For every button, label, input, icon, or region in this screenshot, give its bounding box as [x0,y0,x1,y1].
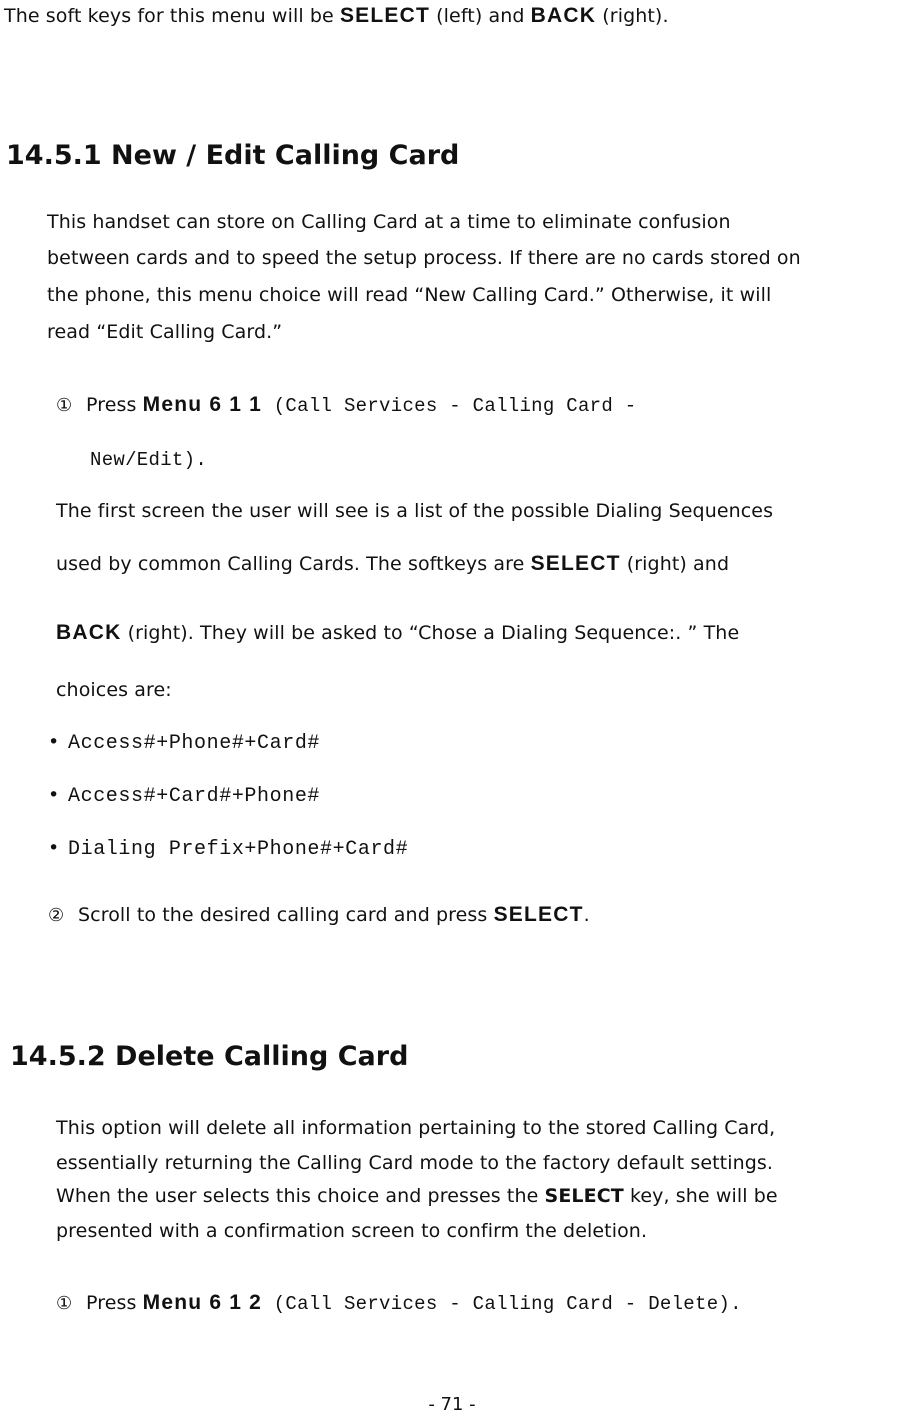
section-heading: 14.5.1 New / Edit Calling Card [6,140,460,171]
list-item [48,783,320,809]
paragraph-line: read “Edit Calling Card.” [47,321,283,343]
dialing-sequence-choice: Dialing Prefix+Phone#+Card# [68,838,409,861]
bullet-icon: • [48,837,60,859]
bullet-icon: • [48,731,60,753]
menu-key-sequence: Menu 6 1 2 [142,1291,263,1314]
select-key-label: SELECT [544,1185,624,1207]
step-line [56,1291,742,1316]
step-line [56,393,637,418]
back-key-label: BACK [530,4,597,27]
paragraph-line: This option will delete all information pertaining to the stored Calling Card, [56,1117,776,1139]
body-line: choices are: [56,679,172,701]
step-line-continued [90,447,207,472]
intro-text: (right). [596,5,669,27]
body-text: (right) and [620,553,730,575]
step-line [48,903,590,928]
intro-text: (left) and [430,5,531,27]
intro-line [4,4,669,28]
step-number-marker: ① [56,1293,73,1314]
body-text: used by common Calling Cards. The softkeys are [56,553,531,575]
menu-path-code: (Call Services - Calling Card - Delete). [262,1293,742,1315]
page-number: - 71 - [428,1394,476,1415]
step-text: . [583,904,590,926]
select-key-label: SELECT [530,552,621,575]
section-heading: 14.5.2 Delete Calling Card [10,1041,409,1072]
dialing-sequence-choice: Access#+Card#+Phone# [68,785,321,808]
body-line [56,621,739,645]
paragraph-line: between cards and to speed the setup process. If there are no cards stored on [47,247,801,269]
menu-path-code: New/Edit). [90,449,208,471]
body-line [56,552,729,576]
paragraph-line: This handset can store on Calling Card at a time to eliminate confusion [47,211,731,233]
body-line: The first screen the user will see is a list of the possible Dialing Sequences [56,500,774,522]
body-text: When the user selects this choice and presses the [56,1185,545,1207]
step-text: Scroll to the desired calling card and press [78,904,494,926]
list-item [48,836,408,862]
menu-path-code: (Call Services - Calling Card - [262,395,637,417]
select-key-label: SELECT [493,903,584,926]
select-key-label: SELECT [339,4,430,27]
bullet-icon: • [48,784,60,806]
body-text: key, she will be [623,1185,778,1207]
step-number-marker: ① [56,395,73,416]
list-item [48,730,320,756]
paragraph-line: essentially returning the Calling Card mode to the factory default settings. [56,1152,774,1174]
step-text: Press [86,1292,143,1314]
back-key-label: BACK [56,621,122,644]
intro-text: The soft keys for this menu will be [4,5,340,27]
body-text: (right). They will be asked to “Chose a Dialing Sequence:. ” The [121,622,740,644]
step-number-marker: ② [48,905,65,926]
step-text: Press [86,394,143,416]
dialing-sequence-choice: Access#+Phone#+Card# [68,732,321,755]
paragraph-line: presented with a confirmation screen to confirm the deletion. [56,1220,648,1242]
menu-key-sequence: Menu 6 1 1 [142,393,263,416]
paragraph-line [56,1184,778,1208]
paragraph-line: the phone, this menu choice will read “New Calling Card.” Otherwise, it will [47,284,772,306]
